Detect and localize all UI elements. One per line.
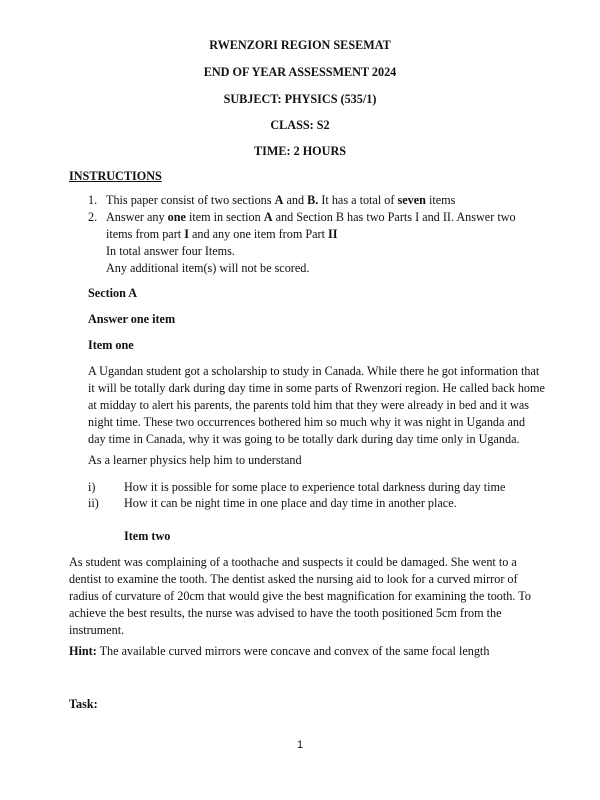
question-text: How it is possible for some place to experience total darkness during day time: [124, 480, 506, 494]
class-title: CLASS: S2: [270, 118, 330, 132]
question-text: How it can be night time in one place and day time in another place.: [124, 496, 457, 510]
item-one-heading: Item one: [88, 338, 134, 352]
question-number: i): [88, 480, 96, 494]
instruction-text: Answer any one item in section A and Section B has two Parts I and II. Answer two items from part I and any one item from Part II In total answer four Items. Any additional item(s) will not be scored.: [106, 210, 516, 275]
section-a-instruction: Answer one item: [88, 312, 176, 326]
instruction-number: 2.: [88, 210, 98, 224]
item-one-paragraph: A Ugandan student got a scholarship to study in Canada. While there he got information that it will be totally dark during day time in some parts of Rwenzori region. He called back home at midday to alert his parents, the parents told him that they were already in bed and it was night time. These two occurrences bothered him so much why it was night in Uganda and day time in Canada, why it was going to be totally dark during day time only in Uganda.: [88, 364, 545, 446]
task-heading: Task:: [69, 697, 98, 711]
instruction-text: This paper consist of two sections A and B. It has a total of seven items: [106, 193, 456, 207]
assessment-title: END OF YEAR ASSESSMENT 2024: [203, 65, 397, 79]
question-number: ii): [88, 496, 99, 510]
page-number: 1: [296, 739, 304, 751]
instructions-heading: INSTRUCTIONS: [69, 169, 162, 183]
hint-text: Hint: The available curved mirrors were concave and convex of the same focal length: [69, 644, 490, 658]
item-one-prompt: As a learner physics help him to understand: [88, 453, 302, 467]
item-two-heading: Item two: [124, 529, 171, 543]
time-title: TIME: 2 HOURS: [253, 144, 347, 158]
instruction-number: 1.: [88, 193, 98, 207]
school-title: RWENZORI REGION SESEMAT: [209, 38, 391, 52]
section-a-heading: Section A: [88, 286, 138, 300]
item-two-paragraph: As student was complaining of a toothache and suspects it could be damaged. She went to a dentist to examine the tooth. The dentist asked the nursing aid to look for a curved mirror of radius of curvature of 20cm that would give the best magnification for examining the tooth. To achieve the best results, the nurse was advised to have the tooth positioned 5cm from the instrument.: [69, 555, 531, 637]
subject-title: SUBJECT: PHYSICS (535/1): [223, 92, 377, 106]
